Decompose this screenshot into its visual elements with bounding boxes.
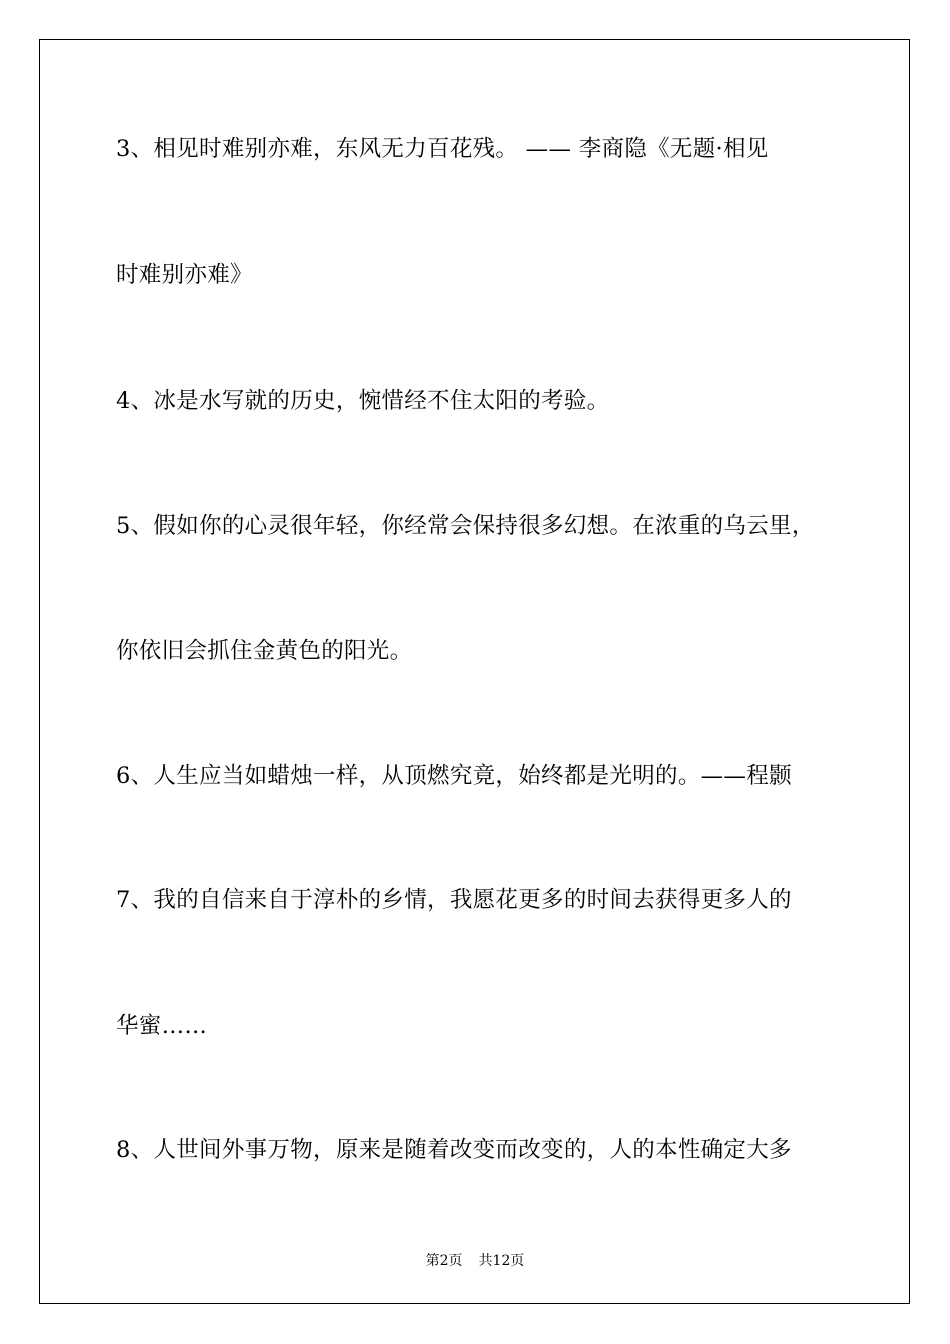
text-line: 华蜜…… bbox=[116, 1013, 208, 1039]
text-line: 时难别亦难》 bbox=[116, 262, 253, 288]
text-line: 5、假如你的心灵很年轻，你经常会保持很多幻想。在浓重的乌云里， bbox=[116, 513, 815, 539]
text-line: 3、相见时难别亦难，东风无力百花残。 —— 李商隐《无题·相见 bbox=[116, 136, 769, 162]
page-number: 第2页 bbox=[425, 1253, 463, 1269]
page-total: 共12页 bbox=[478, 1253, 525, 1269]
page-footer bbox=[0, 1250, 950, 1270]
text-line: 4、冰是水写就的历史，惋惜经不住太阳的考验。 bbox=[116, 388, 610, 414]
page-border bbox=[39, 39, 910, 1304]
text-line: 你依旧会抓住金黄色的阳光。 bbox=[116, 638, 413, 664]
text-line: 7、我的自信来自于淳朴的乡情，我愿花更多的时间去获得更多人的 bbox=[116, 887, 792, 913]
text-line: 8、人世间外事万物，原来是随着改变而改变的，人的本性确定大多 bbox=[116, 1137, 792, 1163]
text-line: 6、人生应当如蜡烛一样，从顶燃究竟，始终都是光明的。——程颢 bbox=[116, 763, 792, 789]
